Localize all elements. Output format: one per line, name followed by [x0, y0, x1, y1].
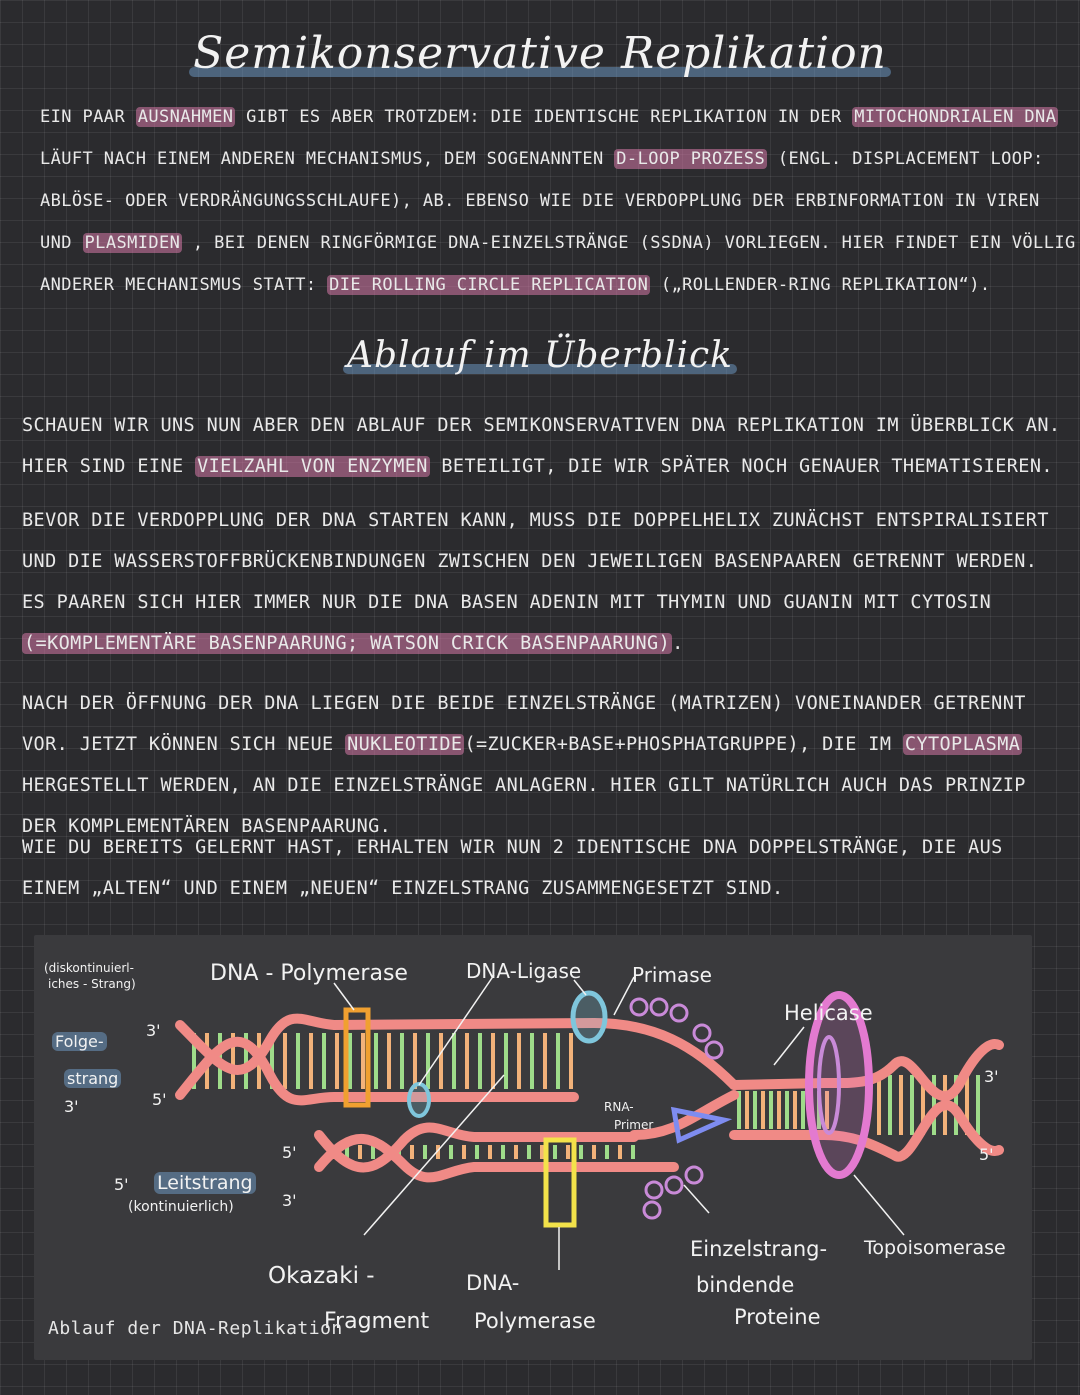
dna-replication-diagram	[34, 935, 1032, 1360]
prime-5-right: 5'	[979, 1145, 994, 1164]
highlight-enzyme: VIELZAHL VON ENZYMEN	[197, 456, 428, 477]
leading-label-2: (kontinuierlich)	[128, 1199, 234, 1215]
prime-3-bottom: 3'	[282, 1191, 297, 1210]
highlight-cytoplasma: CYTOPLASMA	[904, 734, 1021, 755]
prime-3-left: 3'	[64, 1097, 79, 1116]
polymerase-bottom-label-2: Polymerase	[474, 1309, 596, 1333]
helicase-label: Helicase	[784, 1001, 873, 1025]
rna-primer-label-1: RNA-	[604, 1100, 634, 1114]
highlight-nukleotide: NUKLEOTIDE	[347, 734, 463, 755]
ligase-shape	[573, 993, 605, 1041]
okazaki-label-2: Fragment	[324, 1309, 430, 1334]
prime-5-top-left: 5'	[152, 1090, 167, 1109]
ligase-small-shape	[409, 1084, 429, 1116]
diagram-drawing	[34, 935, 1032, 1360]
highlight-mitochondrial-dna: MITOCHONDRIALEN DNA	[854, 107, 1057, 127]
ssb-label-1: Einzelstrang-	[690, 1237, 828, 1261]
topoisomerase-label: Topoisomerase	[864, 1237, 1006, 1259]
ssb-label-2: bindende	[696, 1273, 795, 1297]
paragraph-overview: SCHAUEN WIR UNS NUN ABER DEN ABLAUF DER SEMIKONSERVATIVEN DNA REPLIKATION IM ÜBERBLICK AN. HIER SIND EINE VIELZAHL VON ENZYMEN BETEILIGT, DIE WIR SPÄTER NOCH GENAUER THEMATISIEREN.	[22, 415, 1061, 477]
highlight-d-loop: D-LOOP PROZESS	[616, 149, 766, 169]
diagram-caption: Ablauf der DNA-Replikation	[48, 1318, 343, 1339]
rna-primer-label-2: Primer	[614, 1118, 654, 1132]
lagging-note-2: iches - Strang)	[48, 977, 136, 991]
ligase-label: DNA-Ligase	[466, 959, 582, 983]
prime-3-top-left: 3'	[146, 1021, 161, 1040]
highlight-ausnahmen: AUSNAHMEN	[137, 107, 234, 127]
section-title: Ablauf im Überblick	[346, 335, 733, 376]
polymerase-bottom-label-1: DNA-	[466, 1271, 520, 1295]
lagging-note-1: (diskontinuierl-	[44, 961, 134, 975]
primase-label: Primase	[632, 963, 712, 987]
page-title: Semikonservative Replikation	[193, 28, 887, 79]
lagging-label-1: Folge-	[52, 1032, 107, 1051]
prime-5-bottom: 5'	[282, 1143, 297, 1162]
paragraph-nucleotides: NACH DER ÖFFNUNG DER DNA LIEGEN DIE BEIDE EINZELSTRÄNGE (MATRIZEN) VONEINANDER GETRENNT VOR. JETZT KÖNNEN SICH NEUE NUKLEOTIDE (=ZUCKER+BASE+PHOSPHATGRUPPE), DIE IM CYTOPLASMA HERGESTELLT WERDEN, AN DIE EINZELSTRÄNGE ANLAGERN. HIER GILT NATÜRLICH AUCH DAS PRINZIP DER KOMPLEMENTÄREN BASENPAARUNG.	[22, 693, 1026, 837]
prime-5-leading: 5'	[114, 1175, 129, 1194]
paragraph-unwinding: BEVOR DIE VERDOPPLUNG DER DNA STARTEN KANN, MUSS DIE DOPPELHELIX ZUNÄCHST ENTSPIRALISIERT UND DIE WASSERSTOFFBRÜCKENBINDUNGEN ZWISCHEN DEN JEWEILIGEN BASENPAAREN GETRENNT WERDEN. ES PAAREN SICH HIER IMMER NUR DIE DNA BASEN ADENIN MIT THYMIN UND GUANIN MIT CYTOSIN (=KOMPLEMENTÄRE BASENPAARUNG; WATSON CRICK BASENPAARUNG) .	[22, 510, 1049, 654]
highlight-basenpaarung: (=KOMPLEMENTÄRE BASENPAARUNG; WATSON CRICK BASENPAARUNG)	[24, 633, 671, 654]
highlight-plasmiden: PLASMIDEN	[84, 233, 181, 253]
prime-3-right: 3'	[984, 1067, 999, 1086]
okazaki-label-1: Okazaki -	[268, 1263, 375, 1289]
ssb-label-3: Proteine	[734, 1305, 821, 1329]
leading-label-1: Leitstrang	[154, 1172, 256, 1194]
lagging-label-2: strang	[64, 1069, 121, 1088]
polymerase-top-label: DNA - Polymerase	[210, 961, 408, 986]
highlight-rolling-circle: DIE ROLLING CIRCLE REPLICATION	[329, 275, 649, 295]
paragraph-result: WIE DU BEREITS GELERNT HAST, ERHALTEN WIR NUN 2 IDENTISCHE DNA DOPPELSTRÄNGE, DIE AUS EINEM „ALTEN“ UND EINEM „NEUEN“ EINZELSTRANG ZUSAMMENGESETZT SIND.	[22, 837, 1003, 899]
paragraph-exceptions: EIN PAAR AUSNAHMEN GIBT ES ABER TROTZDEM: DIE IDENTISCHE REPLIKATION IN DER MITOCHONDRIALEN DNA LÄUFT NACH EINEM ANDEREN MECHANISMUS, DEM SOGENANNTEN D-LOOP PROZESS (ENGL. DISPLACEMENT LOOP: ABLÖSE- ODER VERDRÄNGUNGSSCHLAUFE), AB. EBENSO WIE DIE VERDOPPLUNG DER ERBINFORMATION IN VIREN UND PLASMIDEN , BEI DENEN RINGFÖRMIGE DNA-EINZELSTRÄNGE (SSDNA) VORLIEGEN. HIER FINDET EIN VÖLLIG ANDERER MECHANISMUS STATT: DIE ROLLING CIRCLE REPLICATION („ROLLENDER-RING REPLIKATION“).	[40, 107, 1076, 295]
